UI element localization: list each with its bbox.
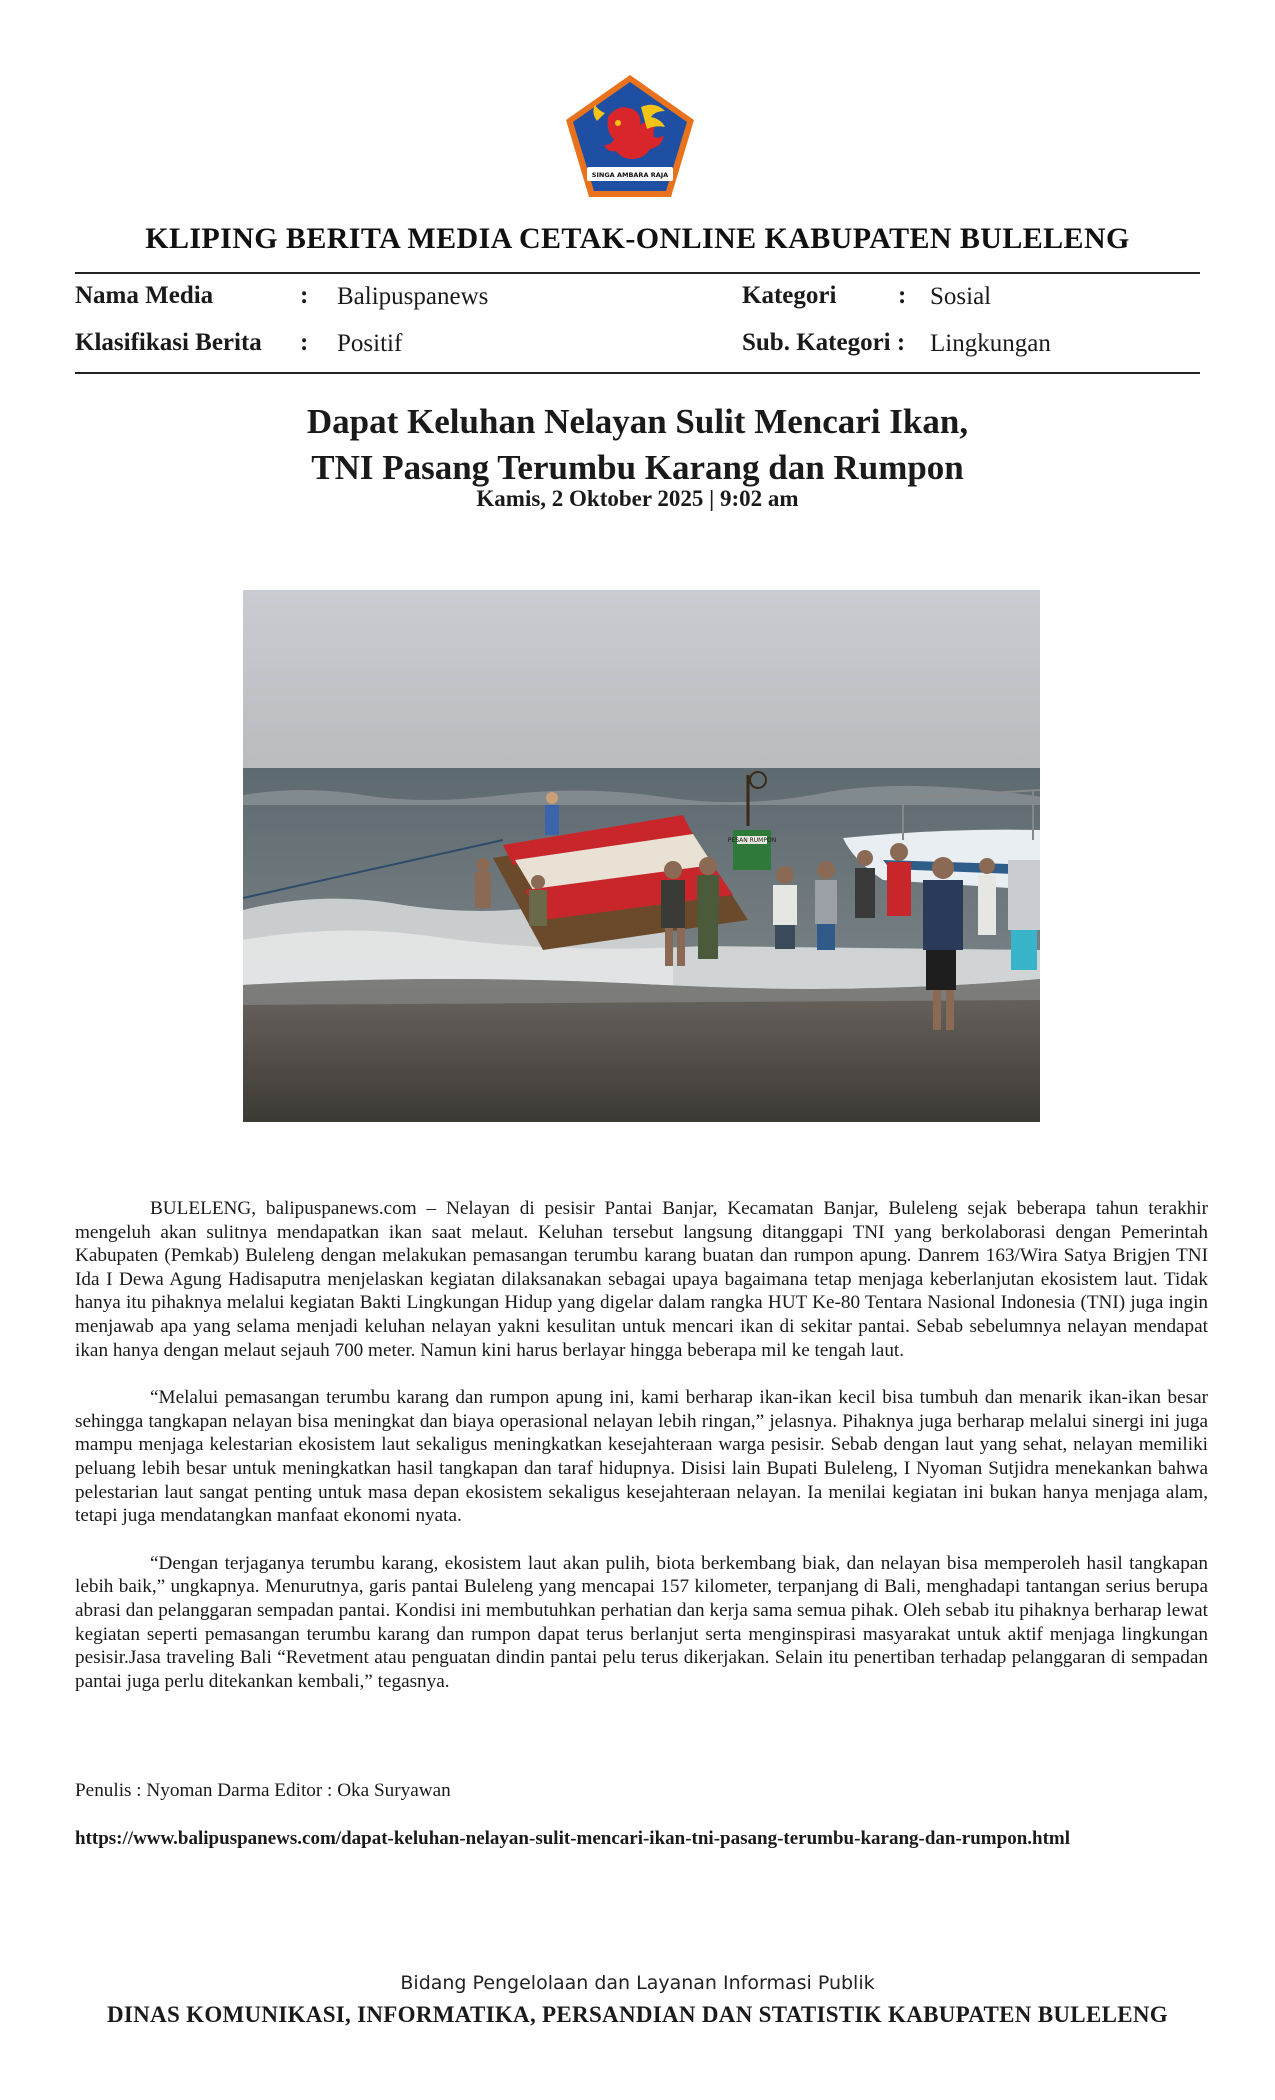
category-value: Sosial bbox=[930, 283, 992, 310]
subcategory-value: Lingkungan bbox=[930, 330, 1051, 357]
article-paragraph: “Dengan terjaganya terumbu karang, ekosistem laut akan pulih, biota berkembang biak, dan nelayan bisa memperoleh hasil tangkapan lebih baik,” ungkapnya. Menurutnya, garis pantai Buleleng yang mencapai 157 kilometer, terpanjang di Bali, menghadapi tantangan serius berupa abrasi dan pelanggaran sempadan pantai. Kondisi ini membutuhkan perhatian dan kerja sama semua pihak. Oleh sebab itu pihaknya berharap lewat kegiatan seperti pemasangan terumbu karang dan rumpon dapat terus berlanjut serta menginspirasi masyarakat untuk aktif menjaga lingkungan pesisir.Jasa traveling Bali “Revetment atau penguatan dindin pantai pelu terus dikerjakan. Selain itu penertiban terhadap pelanggaran di sempadan pantai juga perlu ditekankan kembali,” tegasnya. bbox=[75, 1552, 1208, 1692]
media-name-label: Nama Media bbox=[75, 282, 214, 309]
subcategory-label: Sub. Kategori : bbox=[742, 329, 906, 356]
meta-colon: : bbox=[300, 282, 309, 309]
clipping-header-title: KLIPING BERITA MEDIA CETAK-ONLINE KABUPATEN BULELENG bbox=[145, 222, 1130, 255]
article-photo bbox=[243, 590, 1040, 1122]
svg-text:SINGA AMBARA RAJA: SINGA AMBARA RAJA bbox=[591, 171, 669, 179]
svg-text:PESAN RUMPON: PESAN RUMPON bbox=[727, 837, 777, 844]
article-paragraph: “Melalui pemasangan terumbu karang dan rumpon apung ini, kami berharap ikan-ikan kecil bisa tumbuh dan menarik ikan-ikan besar sehingga tangkapan nelayan bisa meningkat dan biaya operasional nelayan lebih ringan,” jelasnya. Pihaknya juga berharap melalui sinergi ini juga mampu menjaga kelestarian ekosistem laut sekaligus meningkatkan kesejahteraan warga pesisir. Sebab dengan laut yang sehat, nelayan memiliki peluang lebih besar untuk meningkatkan hasil tangkapan dan taraf hidupnya. Disisi lain Bupati Buleleng, I Nyoman Sutjidra menekankan bahwa pelestarian laut sangat penting untuk masa depan ekosistem sekaligus kesejahteraan nelayan. Ia menilai kegiatan ini bukan hanya menjaga alam, tetapi juga mendatangkan manfaat ekonomi nyata. bbox=[75, 1387, 1208, 1527]
article-credits: Penulis : Nyoman Darma Editor : Oka Suryawan bbox=[75, 1780, 451, 1801]
article-title-line2: TNI Pasang Terumbu Karang dan Rumpon bbox=[311, 448, 964, 487]
article-paragraph: BULELENG, balipuspanews.com – Nelayan di pesisir Pantai Banjar, Kecamatan Banjar, Buleleng sejak beberapa tahun terakhir mengeluh akan sulitnya mendapatkan ikan saat melaut. Keluhan tersebut langsung ditanggapi TNI yang berkolaborasi dengan Pemerintah Kabupaten (Pemkab) Buleleng dengan melakukan pemasangan terumbu karang buatan dan rumpon apung. Danrem 163/Wira Satya Brigjen TNI Ida I Dewa Agung Hadisaputra menjelaskan kegiatan dilaksanakan sebagai upaya bagaimana tetap menjaga keberlanjutan ekosistem laut. Tidak hanya itu pihaknya melalui kegiatan Bakti Lingkungan Hidup yang digelar dalam rangka HUT Ke-80 Tentara Nasional Indonesia (TNI) juga ingin menjawab apa yang selama menjadi keluhan nelayan yakni kesulitan untuk mencari ikan di sekitar pantai. Sebab sebelumnya nelayan mendapat ikan hanya dengan melaut sejauh 700 meter. Namun kini harus berlayar hingga beberapa mil ke tengah laut. bbox=[75, 1198, 1208, 1361]
meta-colon: : bbox=[898, 282, 907, 309]
source-url-link[interactable]: https://www.balipuspanews.com/dapat-keluhan-nelayan-sulit-mencari-ikan-tni-pasang-terumbu-karang-dan-rumpon.html bbox=[75, 1828, 1071, 1849]
header-divider-top bbox=[75, 272, 1200, 274]
footer-title: DINAS KOMUNIKASI, INFORMATIKA, PERSANDIAN DAN STATISTIK KABUPATEN BULELENG bbox=[107, 2002, 1168, 2027]
article-body bbox=[75, 1197, 1208, 1717]
meta-colon: : bbox=[300, 329, 309, 356]
header-divider-bottom bbox=[75, 372, 1200, 374]
article-date: Kamis, 2 Oktober 2025 | 9:02 am bbox=[476, 486, 799, 511]
category-label: Kategori bbox=[742, 282, 837, 309]
footer-subtitle: Bidang Pengelolaan dan Layanan Informasi Publik bbox=[400, 1972, 875, 1994]
article-title-line1: Dapat Keluhan Nelayan Sulit Mencari Ikan, bbox=[306, 402, 969, 441]
buleleng-crest-logo bbox=[563, 73, 697, 201]
classification-value: Positif bbox=[337, 330, 403, 357]
classification-label: Klasifikasi Berita bbox=[75, 329, 262, 356]
media-name-value: Balipuspanews bbox=[337, 283, 489, 310]
